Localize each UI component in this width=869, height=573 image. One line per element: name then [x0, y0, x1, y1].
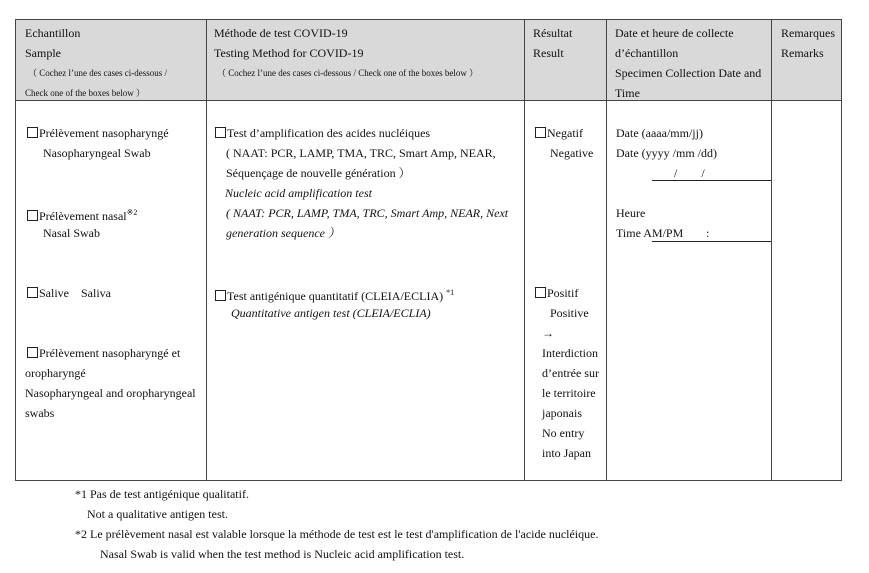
sample-nasopharyngeal-en: Nasopharyngeal Swab [43, 146, 151, 160]
header-result-en: Result [533, 46, 564, 60]
header-result-fr: Résultat [533, 26, 573, 40]
sample-naso-oro-fr2: oropharyngé [25, 366, 86, 380]
sample-naso-oro-en1: Nasopharyngeal and oropharyngeal [25, 386, 196, 400]
header-date-line1: Date et heure de collecte [615, 26, 734, 40]
column-divider [771, 20, 772, 480]
result-positive-note: into Japan [542, 446, 591, 460]
footnote-1: *1 Pas de test antigénique qualitatif. [75, 487, 249, 501]
header-remarks-en: Remarks [781, 46, 824, 60]
checkbox[interactable] [215, 290, 226, 301]
method-naat-fr-list: ( NAAT: PCR, LAMP, TMA, TRC, Smart Amp, NEAR, [226, 146, 496, 160]
header-sample-fr: Echantillon [25, 26, 81, 40]
header-date-line2: d’échantillon [615, 46, 679, 60]
sample-option-saliva[interactable]: Salive Saliva [27, 283, 111, 303]
checkbox[interactable] [27, 127, 38, 138]
checkbox[interactable] [27, 210, 38, 221]
header-method-en: Testing Method for COVID-19 [214, 46, 364, 60]
date-input-line[interactable] [652, 180, 771, 181]
result-positive-note: le territoire [542, 386, 596, 400]
time-label-fr: Heure [616, 206, 646, 220]
specimen-form-table [15, 19, 842, 481]
result-positive-note: japonais [542, 406, 582, 420]
column-divider [524, 20, 525, 480]
sample-naso-oro-en2: swabs [25, 406, 55, 420]
checkbox[interactable] [27, 287, 38, 298]
checkbox[interactable] [27, 347, 38, 358]
sample-nasal-en: Nasal Swab [43, 226, 100, 240]
header-date-line4: Time [615, 86, 640, 100]
result-negative-en: Negative [550, 146, 594, 160]
result-positive-note: Interdiction [542, 346, 598, 360]
footnote-2: *2 Le prélèvement nasal est valable lorsque la méthode de test est le test d'amplification de l'acide nucléique. [75, 527, 599, 541]
result-option-positive[interactable]: Positif [535, 283, 578, 303]
sample-option-nasopharyngeal[interactable]: Prélèvement nasopharyngé [27, 123, 169, 143]
date-label-fr: Date (aaaa/mm/jj) [616, 126, 703, 140]
date-slashes: / / [674, 166, 705, 180]
header-sample-en: Sample [25, 46, 61, 60]
header-remarks-fr: Remarques [781, 26, 835, 40]
column-divider [206, 20, 207, 480]
time-colon: : [706, 226, 710, 240]
method-naat-en-list: ( NAAT: PCR, LAMP, TMA, TRC, Smart Amp, NEAR, Next [226, 206, 509, 220]
time-input-line[interactable] [652, 241, 771, 242]
method-antigen-en: Quantitative antigen test (CLEIA/ECLIA) [231, 306, 431, 320]
footnote-2-en: Nasal Swab is valid when the test method is Nucleic acid amplification test. [100, 547, 465, 561]
date-label-en: Date (yyyy /mm /dd) [616, 146, 717, 160]
header-sample-note-fr: （ Cochez l’une des cases ci-dessous / [28, 68, 167, 78]
method-naat-en-list2: generation sequence ） [226, 226, 340, 240]
header-date-line3: Specimen Collection Date and [615, 66, 762, 80]
method-option-antigen[interactable]: Test antigénique quantitatif (CLEIA/ECLIA) $^{*1}$ [215, 283, 454, 306]
result-positive-note: No entry [542, 426, 585, 440]
header-sample-note-en: Check one of the boxes below ） [25, 88, 145, 98]
sample-option-nasal[interactable]: Prélèvement nasal$^{※2}$ [27, 203, 137, 226]
method-naat-en: Nucleic acid amplification test [225, 186, 372, 200]
result-positive-en: Positive [550, 306, 589, 320]
column-divider [606, 20, 607, 480]
checkbox[interactable] [535, 287, 546, 298]
result-option-negative[interactable]: Negatif [535, 123, 583, 143]
result-positive-arrow: → [542, 326, 554, 340]
time-label-en: Time AM/PM [616, 226, 684, 240]
checkbox[interactable] [215, 127, 226, 138]
header-method-note: （ Cochez l’une des cases ci-dessous / Check one of the boxes below ） [217, 68, 479, 78]
header-method-fr: Méthode de test COVID-19 [214, 26, 348, 40]
method-option-naat[interactable]: Test d’amplification des acides nucléiques [215, 123, 430, 143]
method-naat-fr-list2: Séquençage de nouvelle génération ） [226, 166, 411, 180]
sample-option-naso-oro[interactable]: Prélèvement nasopharyngé et [27, 343, 180, 363]
footnote-1-en: Not a qualitative antigen test. [87, 507, 228, 521]
result-positive-note: d’entrée sur [542, 366, 599, 380]
checkbox[interactable] [535, 127, 546, 138]
